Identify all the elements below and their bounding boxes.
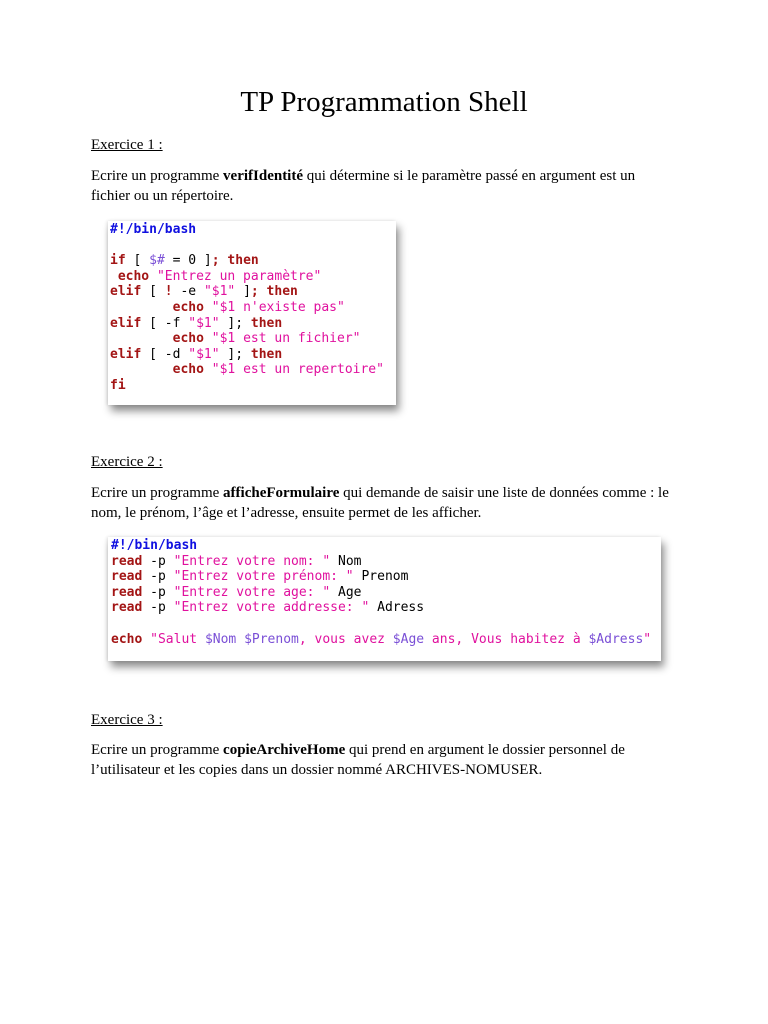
code-string: "$1 est un repertoire": [211, 362, 384, 378]
code-variable: $Nom: [204, 631, 237, 647]
exercise-2-code-box: [108, 537, 661, 661]
code-string: "Entrez votre nom: ": [173, 553, 331, 569]
code-line: [111, 632, 661, 648]
code-variable: $Prenom: [244, 631, 299, 647]
code-string: "Entrez votre prénom: ": [173, 569, 354, 585]
exercise-1-code: [108, 221, 396, 394]
exercise-1-text-before: Ecrire un programme: [91, 168, 224, 184]
exercise-1-program-name: verifIdentité: [223, 168, 304, 184]
code-text: ];: [219, 315, 251, 331]
code-string: , vous avez: [298, 631, 393, 647]
code-text: [: [141, 284, 165, 300]
code-string: "Entrez un paramètre": [156, 268, 322, 284]
exercise-3-text-after: qui prend en argument le dossier personnel de l’utilisateur et les copies dans un dossier nommé ARCHIVES-NOMUSER.: [91, 742, 625, 778]
code-text: -p: [142, 600, 174, 616]
code-keyword: ; then: [211, 253, 259, 269]
exercise-2-text-after: qui demande de saisir une liste de données comme : le nom, le prénom, l’âge et l’adresse, ensuite permet de les afficher.: [91, 485, 669, 521]
code-keyword: read: [111, 553, 143, 569]
code-string: "Salut: [150, 631, 205, 647]
code-text: -p: [142, 569, 174, 585]
code-line: [110, 362, 396, 378]
code-line: [111, 538, 661, 554]
code-text: Nom: [330, 553, 362, 569]
code-line: [110, 222, 396, 238]
exercise-2-heading: Exercice 2 :: [91, 454, 163, 470]
code-variable: $Age: [392, 631, 425, 647]
exercise-3-heading: Exercice 3 :: [91, 712, 163, 728]
exercise-2-code: [108, 537, 661, 647]
code-keyword: echo: [172, 331, 204, 347]
code-keyword: ; then: [250, 284, 298, 300]
code-keyword: if: [110, 253, 126, 269]
code-text: [149, 269, 157, 284]
code-variable: $#: [149, 253, 165, 269]
code-string: "$1": [203, 284, 236, 300]
code-text: [204, 362, 212, 377]
code-keyword: read: [111, 584, 143, 600]
code-keyword: elif: [110, 284, 142, 300]
code-text: [204, 300, 212, 315]
code-text: [110, 331, 173, 346]
code-line: [110, 378, 396, 394]
code-keyword: fi: [110, 377, 126, 393]
code-line: [110, 331, 396, 347]
code-text: -e: [172, 284, 204, 300]
code-string: [236, 632, 244, 647]
code-string: ans, Vous habitez à: [424, 631, 589, 647]
code-text: -p: [142, 584, 174, 600]
code-line: [111, 600, 661, 616]
code-text: [110, 269, 118, 284]
exercise-1-text-after: qui détermine si le paramètre passé en argument est un fichier ou un répertoire.: [91, 168, 636, 204]
code-text: [110, 362, 173, 377]
exercise-3-statement: [91, 740, 651, 780]
code-text: ]: [235, 284, 251, 300]
code-string: "$1": [188, 346, 220, 362]
code-line: [110, 269, 396, 285]
code-keyword: echo: [172, 362, 204, 378]
code-keyword: then: [250, 346, 283, 362]
code-keyword: echo: [111, 631, 143, 647]
code-text: ];: [219, 346, 251, 362]
code-text: [ -d: [141, 346, 189, 362]
code-string: "$1": [188, 315, 220, 331]
exercise-1-statement: [91, 166, 671, 206]
code-string: "$1 n'existe pas": [211, 299, 345, 315]
code-line: [110, 300, 396, 316]
code-keyword: then: [250, 315, 283, 331]
code-string: "Entrez votre addresse: ": [173, 600, 370, 616]
code-keyword: elif: [110, 346, 142, 362]
code-line: [111, 569, 661, 585]
code-keyword: read: [111, 569, 143, 585]
code-keyword: echo: [117, 268, 150, 284]
code-text: Adress: [369, 600, 425, 616]
exercise-3-text-before: Ecrire un programme: [91, 742, 224, 758]
code-variable: $Adress: [588, 631, 644, 647]
exercise-1-code-box: [108, 221, 396, 405]
code-text: = 0 ]: [164, 253, 212, 269]
exercise-2-program-name: afficheFormulaire: [223, 485, 340, 501]
code-string: "$1 est un fichier": [211, 331, 361, 347]
code-line: [110, 253, 396, 269]
code-text: -p: [142, 553, 174, 569]
code-line: [111, 585, 661, 601]
code-text: [ -f: [141, 315, 189, 331]
exercise-3-program-name: copieArchiveHome: [223, 742, 346, 758]
code-line: [110, 347, 396, 363]
code-text: [204, 331, 212, 346]
code-shebang: #!/bin/bash: [111, 538, 198, 553]
code-line: [110, 316, 396, 332]
code-keyword: read: [111, 600, 143, 616]
code-string: ": [643, 631, 652, 647]
code-text: [142, 632, 150, 647]
code-string: "Entrez votre age: ": [173, 584, 331, 600]
code-keyword: elif: [110, 315, 142, 331]
code-line: [111, 554, 661, 570]
code-line: [110, 238, 396, 254]
code-line: [110, 284, 396, 300]
code-keyword: !: [164, 284, 173, 300]
exercise-1-heading: Exercice 1 :: [91, 137, 163, 153]
code-text: [: [125, 253, 150, 269]
page-title: TP Programmation Shell: [240, 86, 528, 118]
code-text: [110, 300, 173, 315]
exercise-2-statement: [91, 483, 681, 523]
code-text: Prenom: [353, 569, 409, 585]
code-keyword: echo: [172, 299, 204, 315]
code-shebang: #!/bin/bash: [110, 222, 197, 237]
exercise-2-text-before: Ecrire un programme: [91, 485, 224, 501]
code-text: Age: [330, 584, 362, 600]
code-line: [111, 616, 661, 632]
